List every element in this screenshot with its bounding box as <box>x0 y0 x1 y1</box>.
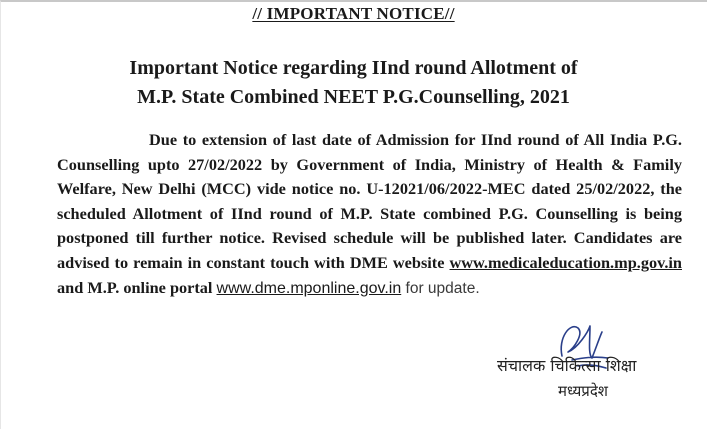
dme-website-link[interactable]: www.medicaleducation.mp.gov.in <box>449 252 682 272</box>
body-text-main: Due to extension of last date of Admission for IInd round of All India P.G. Counselling upto 27/02/2022 by Government of India, Ministry of Health & Family Welfare, New Delhi (MCC) vide notice no. U-12021/06/2022-MEC dated 25/02/2022, the scheduled Allotment of IInd round of M.P. State combined P.G. Counselling is being postponed till further notice. Revised schedule will be published later. Candidates are advised to remain in constant touch with DME website <box>57 130 682 272</box>
mponline-portal-link[interactable]: www.dme.mponline.gov.in <box>216 279 402 297</box>
signatory-state: मध्यप्रदेश <box>558 382 609 400</box>
title-line-1: Important Notice regarding IInd round Allotment of <box>129 57 578 79</box>
body-text-middle: and M.P. online portal <box>57 277 217 297</box>
body-text-end: for update. <box>401 279 480 297</box>
title-line-2: M.P. State Combined NEET P.G.Counselling, 2021 <box>137 86 570 108</box>
signatory-designation: संचालक चिकित्सा शिक्षा <box>497 356 637 375</box>
notice-title <box>0 54 707 112</box>
notice-body <box>57 128 682 301</box>
notice-header: // IMPORTANT NOTICE// <box>252 4 455 23</box>
